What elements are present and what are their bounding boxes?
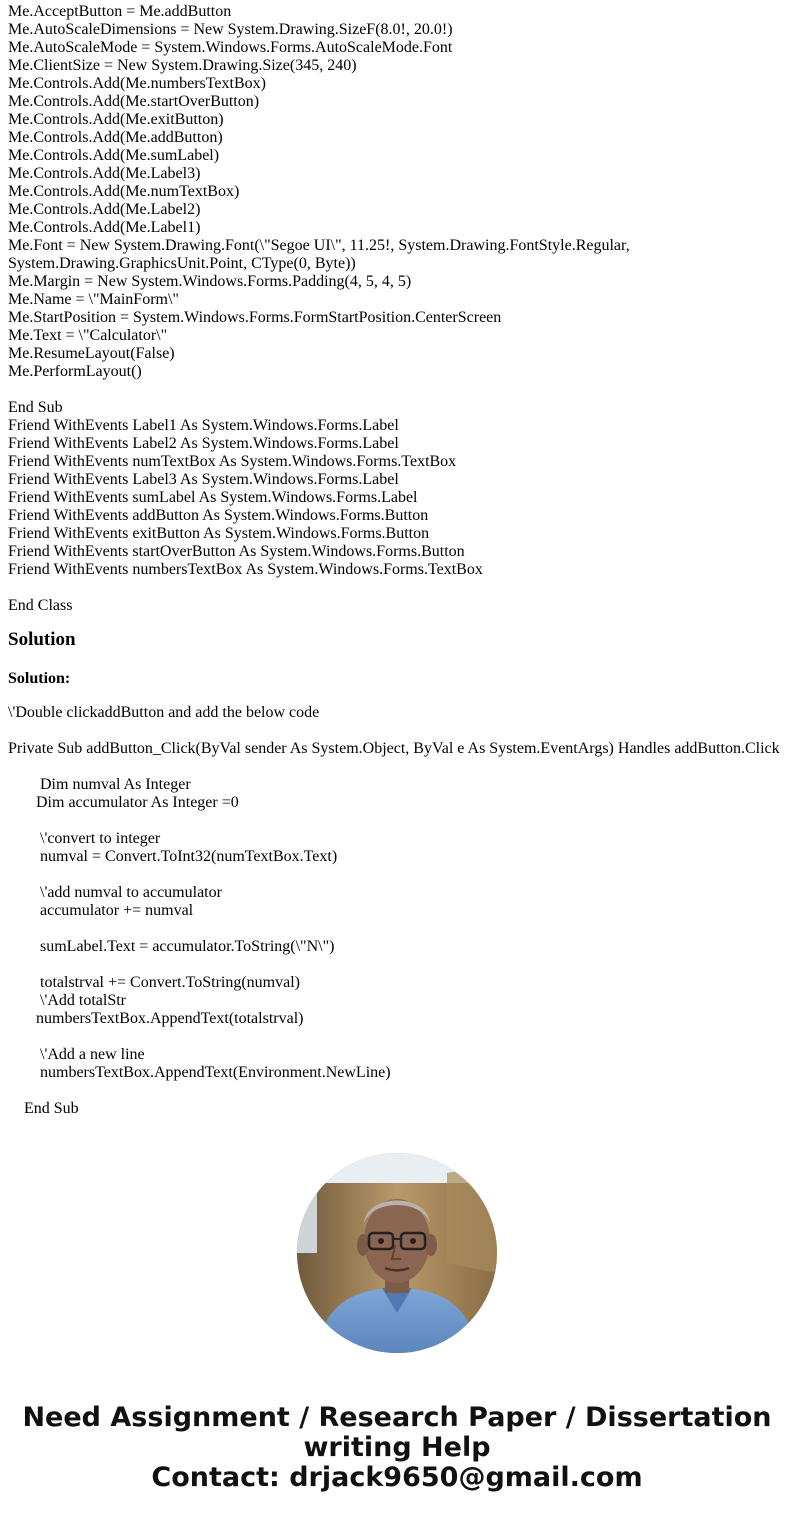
code-line: Me.Controls.Add(Me.Label1) (8, 219, 201, 236)
solution-label: Solution: (8, 670, 71, 687)
code-line: numbersTextBox.AppendText(Environment.NewLine) (40, 1064, 391, 1081)
blank-line (8, 866, 794, 884)
code-comment: \'Add a new line (40, 1046, 145, 1063)
avatar (297, 1153, 497, 1353)
code-line: Me.Text = \"Calculator\" (8, 327, 168, 344)
blank-line (8, 956, 794, 974)
code-line: System.Drawing.GraphicsUnit.Point, CType(0, Byte)) (8, 255, 356, 272)
code-line: Me.Controls.Add(Me.Label2) (8, 201, 201, 218)
declaration-line: Friend WithEvents exitButton As System.Windows.Forms.Button (8, 525, 430, 542)
end-sub-line: End Sub (8, 399, 63, 416)
blank-line (8, 758, 794, 776)
end-sub-line: End Sub (24, 1100, 79, 1117)
code-comment: \'add numval to accumulator (40, 884, 222, 901)
code-line: Me.Controls.Add(Me.exitButton) (8, 111, 224, 128)
code-line: numbersTextBox.AppendText(totalstrval) (36, 1010, 304, 1027)
footer-promo (0, 1403, 794, 1493)
code-line: Me.Controls.Add(Me.numbersTextBox) (8, 75, 266, 92)
blank-line (8, 722, 794, 740)
declaration-line: Friend WithEvents addButton As System.Windows.Forms.Button (8, 507, 429, 524)
solution-intro: \'Double clickaddButton and add the below code (8, 704, 320, 721)
blank-line (8, 1028, 794, 1046)
blank-line (8, 579, 788, 597)
code-line: Me.AutoScaleDimensions = New System.Drawing.SizeF(8.0!, 20.0!) (8, 21, 453, 38)
code-line: Me.PerformLayout() (8, 363, 142, 380)
code-comment: \'convert to integer (40, 830, 161, 847)
code-comment: \'Add totalStr (40, 992, 126, 1009)
declaration-line: Friend WithEvents numbersTextBox As System.Windows.Forms.TextBox (8, 561, 483, 578)
blank-line (8, 1082, 794, 1100)
declaration-line: Friend WithEvents Label3 As System.Windows.Forms.Label (8, 471, 399, 488)
declaration-line: Friend WithEvents startOverButton As System.Windows.Forms.Button (8, 543, 465, 560)
code-line: Me.Controls.Add(Me.addButton) (8, 129, 223, 146)
code-line: Me.Controls.Add(Me.Label3) (8, 165, 201, 182)
code-line: accumulator += numval (40, 902, 194, 919)
code-line: Me.AutoScaleMode = System.Windows.Forms.AutoScaleMode.Font (8, 39, 453, 56)
code-line: sumLabel.Text = accumulator.ToString(\"N\") (40, 938, 335, 955)
footer-line-2: writing Help (303, 1432, 491, 1463)
blank-line (8, 812, 794, 830)
code-line: Me.Margin = New System.Windows.Forms.Padding(4, 5, 4, 5) (8, 273, 412, 290)
code-line: Me.ResumeLayout(False) (8, 345, 175, 362)
code-line: Dim accumulator As Integer =0 (36, 794, 239, 811)
code-line: Me.Name = \"MainForm\" (8, 291, 179, 308)
footer-contact: Contact: drjack9650@gmail.com (151, 1462, 643, 1493)
code-line: Me.StartPosition = System.Windows.Forms.FormStartPosition.CenterScreen (8, 309, 502, 326)
blank-line (8, 920, 794, 938)
code-top-block (8, 3, 788, 615)
code-line: Me.Font = New System.Drawing.Font(\"Segoe UI\", 11.25!, System.Drawing.FontStyle.Regular, (8, 237, 630, 254)
declaration-line: Friend WithEvents numTextBox As System.Windows.Forms.TextBox (8, 453, 457, 470)
code-line: Me.Controls.Add(Me.sumLabel) (8, 147, 220, 164)
solution-heading: Solution (8, 629, 76, 650)
code-line: Me.Controls.Add(Me.numTextBox) (8, 183, 240, 200)
declaration-line: Friend WithEvents Label2 As System.Windows.Forms.Label (8, 435, 399, 452)
portrait-photo (297, 1153, 497, 1353)
code-line: Me.AcceptButton = Me.addButton (8, 3, 232, 20)
end-class-line: End Class (8, 597, 73, 614)
declaration-line: Friend WithEvents sumLabel As System.Windows.Forms.Label (8, 489, 418, 506)
code-line: Dim numval As Integer (40, 776, 191, 793)
blank-line (8, 381, 788, 399)
solution-code-block (8, 704, 794, 1118)
code-line: Me.ClientSize = New System.Drawing.Size(345, 240) (8, 57, 357, 74)
code-line: numval = Convert.ToInt32(numTextBox.Text) (40, 848, 338, 865)
declaration-line: Friend WithEvents Label1 As System.Windows.Forms.Label (8, 417, 399, 434)
code-line: Me.Controls.Add(Me.startOverButton) (8, 93, 260, 110)
sub-signature: Private Sub addButton_Click(ByVal sender As System.Object, ByVal e As System.EventArgs) Handles addButton.Click (8, 740, 780, 757)
footer-line-1: Need Assignment / Research Paper / Dissertation (22, 1402, 772, 1433)
code-line: totalstrval += Convert.ToString(numval) (40, 974, 300, 991)
